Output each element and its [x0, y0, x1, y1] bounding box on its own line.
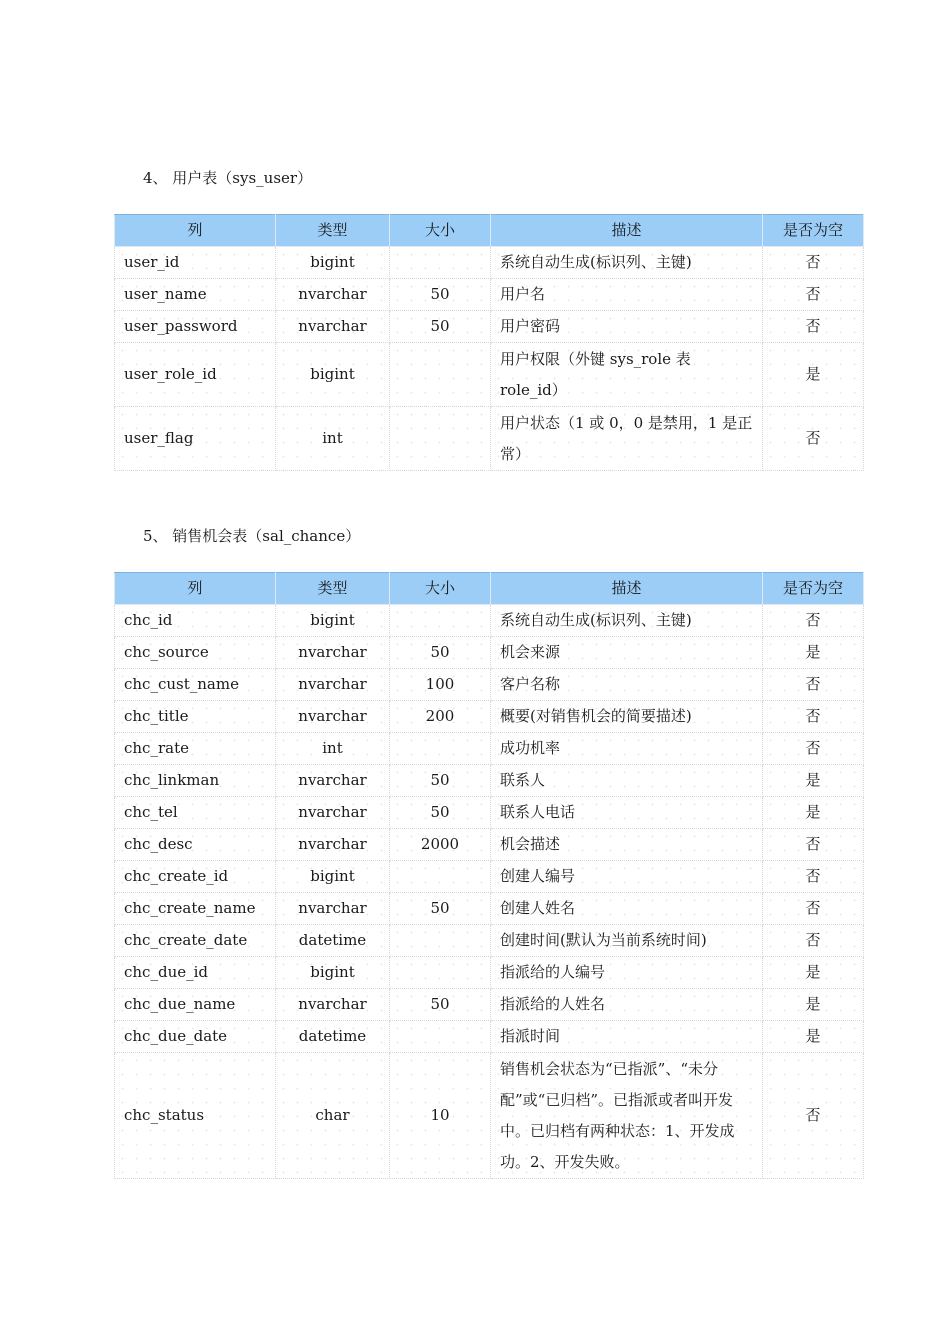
cell-description: 指派给的人编号	[491, 957, 763, 989]
cell-description: 机会来源	[491, 637, 763, 669]
header-description: 描述	[491, 573, 763, 605]
cell-column: chc_create_name	[115, 893, 276, 925]
table-header-row	[115, 573, 864, 605]
cell-description: 销售机会状态为“已指派”、“未分配”或“已归档”。已指派或者叫开发中。已归档有两种状态：1、开发成功。2、开发失败。	[491, 1053, 763, 1179]
cell-size	[390, 733, 491, 765]
cell-description: 用户密码	[491, 311, 763, 343]
table-row	[115, 311, 864, 343]
cell-size	[390, 861, 491, 893]
cell-type: nvarchar	[276, 765, 390, 797]
cell-type: nvarchar	[276, 829, 390, 861]
cell-description: 创建人编号	[491, 861, 763, 893]
cell-column: chc_tel	[115, 797, 276, 829]
cell-column: chc_due_id	[115, 957, 276, 989]
cell-size	[390, 925, 491, 957]
table-row	[115, 407, 864, 471]
cell-description: 用户权限（外键 sys_role 表 role_id）	[491, 343, 763, 407]
cell-type: nvarchar	[276, 637, 390, 669]
cell-column: chc_rate	[115, 733, 276, 765]
cell-nullable: 是	[763, 765, 864, 797]
table-sal-chance	[114, 572, 864, 1179]
table-row	[115, 637, 864, 669]
cell-column: chc_due_date	[115, 1021, 276, 1053]
cell-column: user_password	[115, 311, 276, 343]
cell-type: bigint	[276, 605, 390, 637]
cell-size: 2000	[390, 829, 491, 861]
cell-size	[390, 957, 491, 989]
table-row	[115, 343, 864, 407]
table-row	[115, 957, 864, 989]
cell-column: user_flag	[115, 407, 276, 471]
cell-column: chc_linkman	[115, 765, 276, 797]
cell-size	[390, 247, 491, 279]
table-row	[115, 669, 864, 701]
header-nullable: 是否为空	[763, 215, 864, 247]
cell-nullable: 是	[763, 957, 864, 989]
table-row	[115, 279, 864, 311]
cell-nullable: 是	[763, 797, 864, 829]
cell-type: bigint	[276, 343, 390, 407]
cell-column: chc_status	[115, 1053, 276, 1179]
cell-description: 用户名	[491, 279, 763, 311]
cell-nullable: 否	[763, 311, 864, 343]
cell-column: user_name	[115, 279, 276, 311]
header-description: 描述	[491, 215, 763, 247]
cell-column: user_role_id	[115, 343, 276, 407]
cell-size	[390, 343, 491, 407]
table-row	[115, 1053, 864, 1179]
cell-type: int	[276, 733, 390, 765]
cell-size: 10	[390, 1053, 491, 1179]
cell-size: 50	[390, 989, 491, 1021]
cell-description: 创建人姓名	[491, 893, 763, 925]
cell-type: datetime	[276, 1021, 390, 1053]
cell-nullable: 是	[763, 1021, 864, 1053]
cell-nullable: 否	[763, 733, 864, 765]
cell-nullable: 否	[763, 279, 864, 311]
cell-size: 50	[390, 637, 491, 669]
header-type: 类型	[276, 573, 390, 605]
cell-column: chc_create_id	[115, 861, 276, 893]
cell-description: 用户状态（1 或 0，0 是禁用，1 是正常）	[491, 407, 763, 471]
header-column: 列	[115, 215, 276, 247]
header-size: 大小	[390, 573, 491, 605]
cell-size: 200	[390, 701, 491, 733]
cell-size: 100	[390, 669, 491, 701]
cell-column: chc_source	[115, 637, 276, 669]
cell-column: chc_create_date	[115, 925, 276, 957]
table-row	[115, 925, 864, 957]
cell-type: nvarchar	[276, 797, 390, 829]
table-sys-user	[114, 214, 864, 471]
table-row	[115, 861, 864, 893]
cell-column: chc_title	[115, 701, 276, 733]
cell-size	[390, 1021, 491, 1053]
cell-column: chc_due_name	[115, 989, 276, 1021]
cell-nullable: 否	[763, 669, 864, 701]
cell-nullable: 否	[763, 605, 864, 637]
header-column: 列	[115, 573, 276, 605]
cell-size	[390, 605, 491, 637]
cell-nullable: 是	[763, 343, 864, 407]
cell-size: 50	[390, 893, 491, 925]
table-row	[115, 989, 864, 1021]
cell-description: 指派时间	[491, 1021, 763, 1053]
cell-size: 50	[390, 311, 491, 343]
cell-size: 50	[390, 765, 491, 797]
cell-description: 概要(对销售机会的简要描述)	[491, 701, 763, 733]
cell-type: bigint	[276, 957, 390, 989]
cell-type: int	[276, 407, 390, 471]
table-header-row	[115, 215, 864, 247]
cell-type: nvarchar	[276, 669, 390, 701]
cell-nullable: 否	[763, 1053, 864, 1179]
cell-type: nvarchar	[276, 279, 390, 311]
header-size: 大小	[390, 215, 491, 247]
cell-column: chc_id	[115, 605, 276, 637]
cell-type: datetime	[276, 925, 390, 957]
cell-description: 联系人	[491, 765, 763, 797]
cell-description: 创建时间(默认为当前系统时间)	[491, 925, 763, 957]
table-row	[115, 247, 864, 279]
cell-size	[390, 407, 491, 471]
cell-nullable: 否	[763, 407, 864, 471]
table-row	[115, 1021, 864, 1053]
table-row	[115, 701, 864, 733]
table-row	[115, 893, 864, 925]
table-row	[115, 765, 864, 797]
section-title-sys-user: 4、 用户表（sys_user）	[143, 169, 313, 187]
cell-description: 系统自动生成(标识列、主键)	[491, 247, 763, 279]
section-title-sal-chance: 5、 销售机会表（sal_chance）	[143, 527, 361, 545]
cell-type: nvarchar	[276, 989, 390, 1021]
cell-description: 联系人电话	[491, 797, 763, 829]
header-nullable: 是否为空	[763, 573, 864, 605]
cell-nullable: 否	[763, 829, 864, 861]
cell-size: 50	[390, 797, 491, 829]
table-row	[115, 829, 864, 861]
header-type: 类型	[276, 215, 390, 247]
cell-description: 系统自动生成(标识列、主键)	[491, 605, 763, 637]
cell-nullable: 否	[763, 861, 864, 893]
cell-size: 50	[390, 279, 491, 311]
cell-type: char	[276, 1053, 390, 1179]
cell-description: 机会描述	[491, 829, 763, 861]
cell-description: 指派给的人姓名	[491, 989, 763, 1021]
cell-type: bigint	[276, 247, 390, 279]
cell-description: 客户名称	[491, 669, 763, 701]
table-row	[115, 605, 864, 637]
cell-column: user_id	[115, 247, 276, 279]
table-row	[115, 797, 864, 829]
cell-nullable: 否	[763, 925, 864, 957]
table-row	[115, 733, 864, 765]
cell-type: bigint	[276, 861, 390, 893]
cell-type: nvarchar	[276, 701, 390, 733]
cell-type: nvarchar	[276, 311, 390, 343]
cell-type: nvarchar	[276, 893, 390, 925]
cell-nullable: 否	[763, 701, 864, 733]
cell-description: 成功机率	[491, 733, 763, 765]
cell-column: chc_desc	[115, 829, 276, 861]
cell-nullable: 是	[763, 989, 864, 1021]
cell-nullable: 否	[763, 247, 864, 279]
cell-nullable: 是	[763, 637, 864, 669]
cell-column: chc_cust_name	[115, 669, 276, 701]
cell-nullable: 否	[763, 893, 864, 925]
